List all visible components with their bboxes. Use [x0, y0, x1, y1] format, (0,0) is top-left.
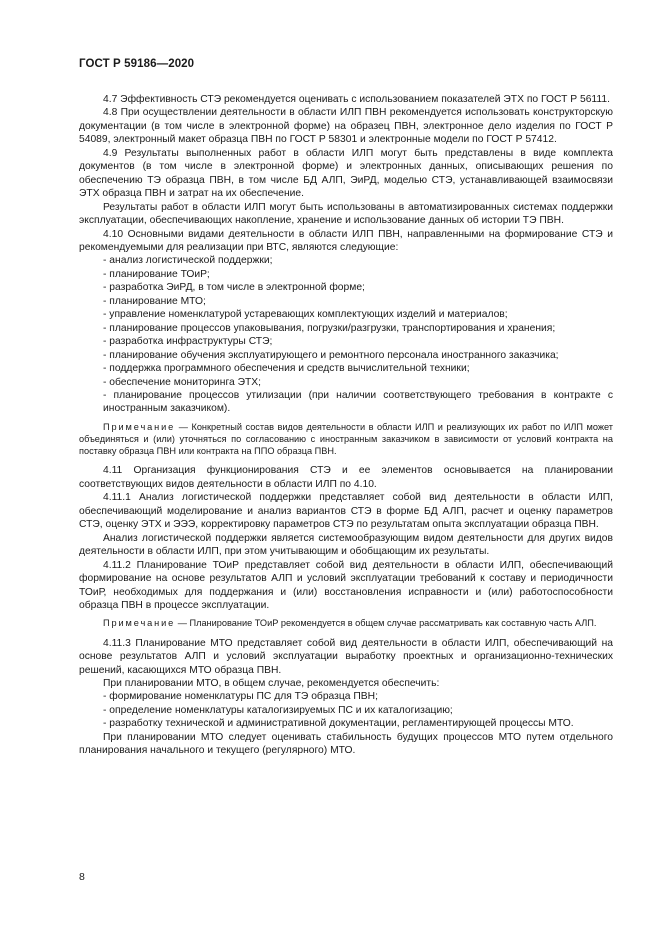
list-item: - управление номенклатурой устаревающих комплектующих изделий и материалов; — [103, 309, 508, 321]
mto-list — [79, 690, 613, 730]
list-item: - поддержка программного обеспечения и средств вычислительной техники; — [103, 363, 470, 375]
list-item: - обеспечение мониторинга ЭТХ; — [103, 376, 262, 388]
list-item: - анализ логистической поддержки; — [103, 255, 273, 267]
page-number: 8 — [79, 871, 85, 883]
paragraph: При планировании МТО, в общем случае, рекомендуется обеспечить: — [103, 678, 440, 690]
paragraph: 4.11.2 Планирование ТОиР представляет собой вид деятельности в области ИЛП, обеспечивающий формирование на основе результатов АЛП и условий эксплуатации требований к составу и периодичности ТОиР, необходимых для поддержания и (или) восстановления исправности и (или) работоспособности образца ПВН в процессе эксплуатации. — [79, 559, 613, 612]
paragraph: 4.10 Основными видами деятельности в области ИЛП ПВН, направленными на формирование СТЭ и рекомендуемыми для реализации при ВТС, являются следующие: — [79, 228, 613, 253]
list-item: - определение номенклатуры каталогизируемых ПС и их каталогизацию; — [103, 704, 453, 716]
note-label: Примечание — [103, 618, 176, 629]
note-text: — Конкретный состав видов деятельности в области ИЛП и реализующих их работ по ИЛП может объединяться и (или) уточняться по согласованию с иностранным заказчиком в зависимости от условий контракта на поставку образца ПВН или контракта на ППО образца ПВН. — [79, 421, 613, 457]
document-body — [79, 93, 613, 758]
list-item: - планирование процессов упаковывания, погрузки/разгрузки, транспортирования и хранения; — [103, 322, 556, 334]
list-item: - разработка ЭиРД, в том числе в электронной форме; — [103, 282, 365, 294]
paragraph: Анализ логистической поддержки является системообразующим видом деятельности для других видов деятельности в области ИЛП, при этом учитывающим и обобщающим их результаты. — [79, 532, 613, 558]
paragraph: 4.11 Организация функционирования СТЭ и ее элементов основывается на планировании соответствующих видов деятельности в области ИЛП по 4.10. — [79, 465, 613, 490]
note-2 — [79, 617, 613, 629]
document-header: ГОСТ Р 59186—2020 — [79, 58, 195, 70]
activity-list — [79, 254, 613, 415]
list-item: - планирование процессов утилизации (при наличии соответствующего требования в контракте с иностранным заказчиком). — [103, 389, 613, 415]
note-text: — Планирование ТОиР рекомендуется в общем случае рассматривать как составную часть АЛП. — [175, 618, 597, 629]
note-label: Примечание — [103, 421, 176, 432]
list-item: - разработка инфраструктуры СТЭ; — [103, 336, 273, 348]
paragraph: При планировании МТО следует оценивать стабильность будущих процессов МТО путем отдельного планирования начального и текущего (регулярного) МТО. — [79, 731, 613, 757]
list-item: - формирование номенклатуры ПС для ТЭ образца ПВН; — [103, 691, 378, 703]
list-item: - планирование обучения эксплуатирующего и ремонтного персонала иностранного заказчика; — [103, 349, 559, 361]
paragraph: 4.11.3 Планирование МТО представляет собой вид деятельности в области ИЛП, обеспечивающий на основе результатов АЛП и условий эксплуатации выработку проектных и организационно-технических решений, касающихся МТО образца ПВН. — [79, 637, 613, 676]
note-1 — [79, 421, 613, 458]
list-item: - планирование МТО; — [103, 295, 206, 307]
list-item: - планирование ТОиР; — [103, 268, 210, 280]
paragraph: Результаты работ в области ИЛП могут быть использованы в автоматизированных системах поддержки эксплуатации, обеспечивающих накопление, хранение и использование данных об истории ТЭ ПВН. — [79, 201, 613, 227]
paragraph: 4.8 При осуществлении деятельности в области ИЛП ПВН рекомендуется использовать конструкторскую документации (в том числе в электронной форме) на образец ПВН, электронное дело изделия по ГОСТ Р 54089, электронный макет образца ПВН по ГОСТ Р 58301 и электронные модели по ГОСТ Р 57412. — [79, 107, 613, 146]
paragraph: 4.9 Результаты выполненных работ в области ИЛП могут быть представлены в виде комплекта документов (в том числе в электронной форме) и электронных данных, описывающих решения по обеспечению ТЭ образца ПВН, в том числе БД АЛП, ЭиРД, моделью СТЭ, устанавливающей взаимосвязи ЭТХ образца ПВН и затрат на их обеспечение. — [79, 147, 613, 200]
paragraph: 4.7 Эффективность СТЭ рекомендуется оценивать с использованием показателей ЭТХ по ГОСТ Р 56111. — [103, 94, 610, 105]
paragraph: 4.11.1 Анализ логистической поддержки представляет собой вид деятельности в области ИЛП, обеспечивающий моделирование и анализ вариантов СТЭ в форме БД АЛП, расчет и оценку параметров СТЭ, оценку ЭТХ и ЭЭЭ, корректировку параметров СТЭ по результатам опыта эксплуатации образца ПВН. — [79, 492, 613, 531]
list-item: - разработку технической и административной документации, регламентирующей процессы МТО. — [103, 718, 574, 730]
